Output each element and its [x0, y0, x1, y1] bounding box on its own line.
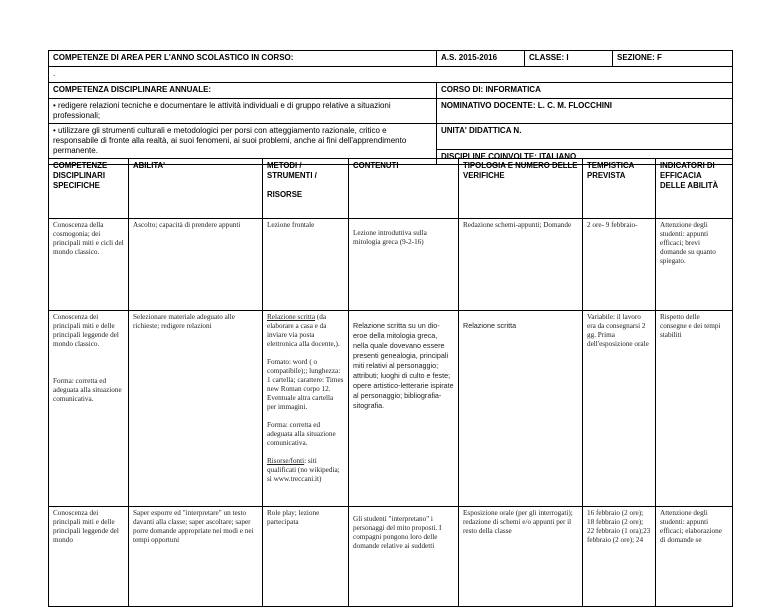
row1-competenze: Conoscenza della cosmogonia; dei principali miti e cicli del mondo classico. — [49, 219, 129, 311]
col-risorse-label: RISORSE — [267, 190, 303, 199]
row1-contenuti — [349, 219, 459, 311]
row2-indicatori: Rispetto delle consegne e dei tempi stabiliti — [656, 311, 733, 507]
competenza-bullet-2: • utilizzare gli strumenti culturali e metodologici per porsi con atteggiamento razionale, critico e responsabile di fronte alla realtà, ai suoi fenomeni, ai suoi problemi, anche ai fini dell'apprendimento permanente. — [49, 124, 437, 165]
header-table — [48, 50, 733, 165]
row1-metodi: Lezione frontale — [263, 219, 349, 311]
row2-tipologia — [459, 311, 583, 507]
competenze-area-heading: COMPETENZE DI AREA PER L'ANNO SCOLASTICO IN CORSO: — [49, 51, 437, 67]
row2-competenze — [49, 311, 129, 507]
col-metodi — [263, 159, 349, 219]
table-row — [49, 507, 733, 607]
row3-metodi: Role play; lezione partecipata — [263, 507, 349, 607]
row2-abilita: Selezionare materiale adeguato alle richieste; redigere relazioni — [129, 311, 263, 507]
sezione: SEZIONE: F — [613, 51, 733, 67]
col-contenuti: CONTENUTI — [349, 159, 459, 219]
row2-competenze-forma: Forma: corretta ed adeguata alla situazione comunicativa. — [53, 377, 122, 403]
row2-tipologia-text: Relazione scritta — [463, 321, 517, 330]
row2-tempistica: Variabile: il lavoro era da consegnarsi 2 gg. Prima dell'esposizione orale — [583, 311, 656, 507]
row3-contenuti — [349, 507, 459, 607]
competenza-disciplinare-heading: COMPETENZA DISCIPLINARE ANNUALE: — [49, 83, 437, 99]
row2-competenze-text: Conoscenza dei principali miti e delle principali leggende del mondo classico. — [53, 313, 119, 348]
blank-row: . — [49, 67, 733, 83]
row3-abilita: Saper esporre ed "interpretare" un testo davanti alla classe; saper ascoltare; saper porre domande appropriate nei modi e nei tempi opportuni — [129, 507, 263, 607]
classe: CLASSE: I — [525, 51, 613, 67]
col-competenze: COMPETENZE DISCIPLINARI SPECIFICHE — [49, 159, 129, 219]
col-tempistica: TEMPISTICA PREVISTA — [583, 159, 656, 219]
row1-indicatori: Attenzione degli studenti: appunti efficaci; brevi domande su quanto spiegato. — [656, 219, 733, 311]
table-row — [49, 219, 733, 311]
row2-contenuti — [349, 311, 459, 507]
discipline-coinvolte: DISCIPLINE COINVOLTE: ITALIANO — [437, 150, 733, 165]
row1-tempistica: 2 ore- 9 febbraio- — [583, 219, 656, 311]
row3-tipologia: Esposizione orale (per gli interrogati); redazione di schemi e/o appunti per il resto della classe — [459, 507, 583, 607]
row2-contenuti-text: Relazione scritta su un dio-eroe della mitologia greca, nella quale dovevano essere presenti genealogia, principali miti relativi al personaggio; attributi; luoghi di culto e feste; opere artistico-letterarie ispirate al personaggio; bibliografia-sitografia. — [353, 321, 454, 410]
col-indicatori: INDICATORI DI EFFICACIA DELLE ABILITÀ — [656, 159, 733, 219]
nominativo-docente: NOMINATIVO DOCENTE: L. C. M. FLOCCHINI — [437, 99, 733, 124]
row3-indicatori: Attenzione degli studenti: appunti efficaci; elaborazione di domande se — [656, 507, 733, 607]
table-row — [49, 311, 733, 507]
row2-metodi-text: (da elaborare a casa e da inviare via posta elettronica alla docente,). — [267, 313, 340, 348]
row2-risorse-link[interactable]: Risorse/fonti — [267, 457, 305, 465]
row2-metodi-link[interactable]: Relazione scritta — [267, 313, 316, 321]
row3-competenze: Conoscenza dei principali miti e delle principali leggende del mondo — [49, 507, 129, 607]
corso: CORSO DI: INFORMATICA — [437, 83, 733, 99]
unita-didattica: UNITA' DIDATTICA N. — [437, 124, 733, 150]
programmazione-table — [48, 158, 733, 607]
row1-contenuti-text: Lezione introduttiva sulla mitologia greca (9-2-16) — [353, 229, 427, 246]
anno-scolastico: A.S. 2015-2016 — [437, 51, 525, 67]
row2-metodi-forma: Forma: corretta ed adeguata alla situazione comunicativa. — [267, 421, 336, 447]
row3-contenuti-text: Gli studenti "interpretano" i personaggi del mito proposti. I compagni pongono loro delle domande relative ai suddetti — [353, 515, 442, 550]
row2-metodi — [263, 311, 349, 507]
row1-tipologia: Redazione schemi-appunti; Domande — [459, 219, 583, 311]
col-abilita: ABILITA' — [129, 159, 263, 219]
col-tipologia: TIPOLOGIA E NUMERO DELLE VERIFICHE — [459, 159, 583, 219]
competenza-bullet-1: • redigere relazioni tecniche e documentare le attività individuali e di gruppo relative a situazioni professionali; — [49, 99, 437, 124]
col-metodi-label: METODI / STRUMENTI / — [267, 161, 317, 180]
row1-abilita: Ascolto; capacità di prendere appunti — [129, 219, 263, 311]
row3-tempistica: 16 febbraio (2 ore); 18 febbraio (2 ore); 22 febbraio (1 ora);23 febbraio (2 ore); 24 — [583, 507, 656, 607]
row2-metodi-formato: Fomato: word ( o compatibile);; lunghezza: 1 cartella; carattere: Times new Roman corpo 12. Eventuale altra cartella per immagini. — [267, 358, 344, 411]
row2-risorse-text: : siti qualificati (no wikipedia; si www.treccani.it) — [267, 457, 340, 483]
